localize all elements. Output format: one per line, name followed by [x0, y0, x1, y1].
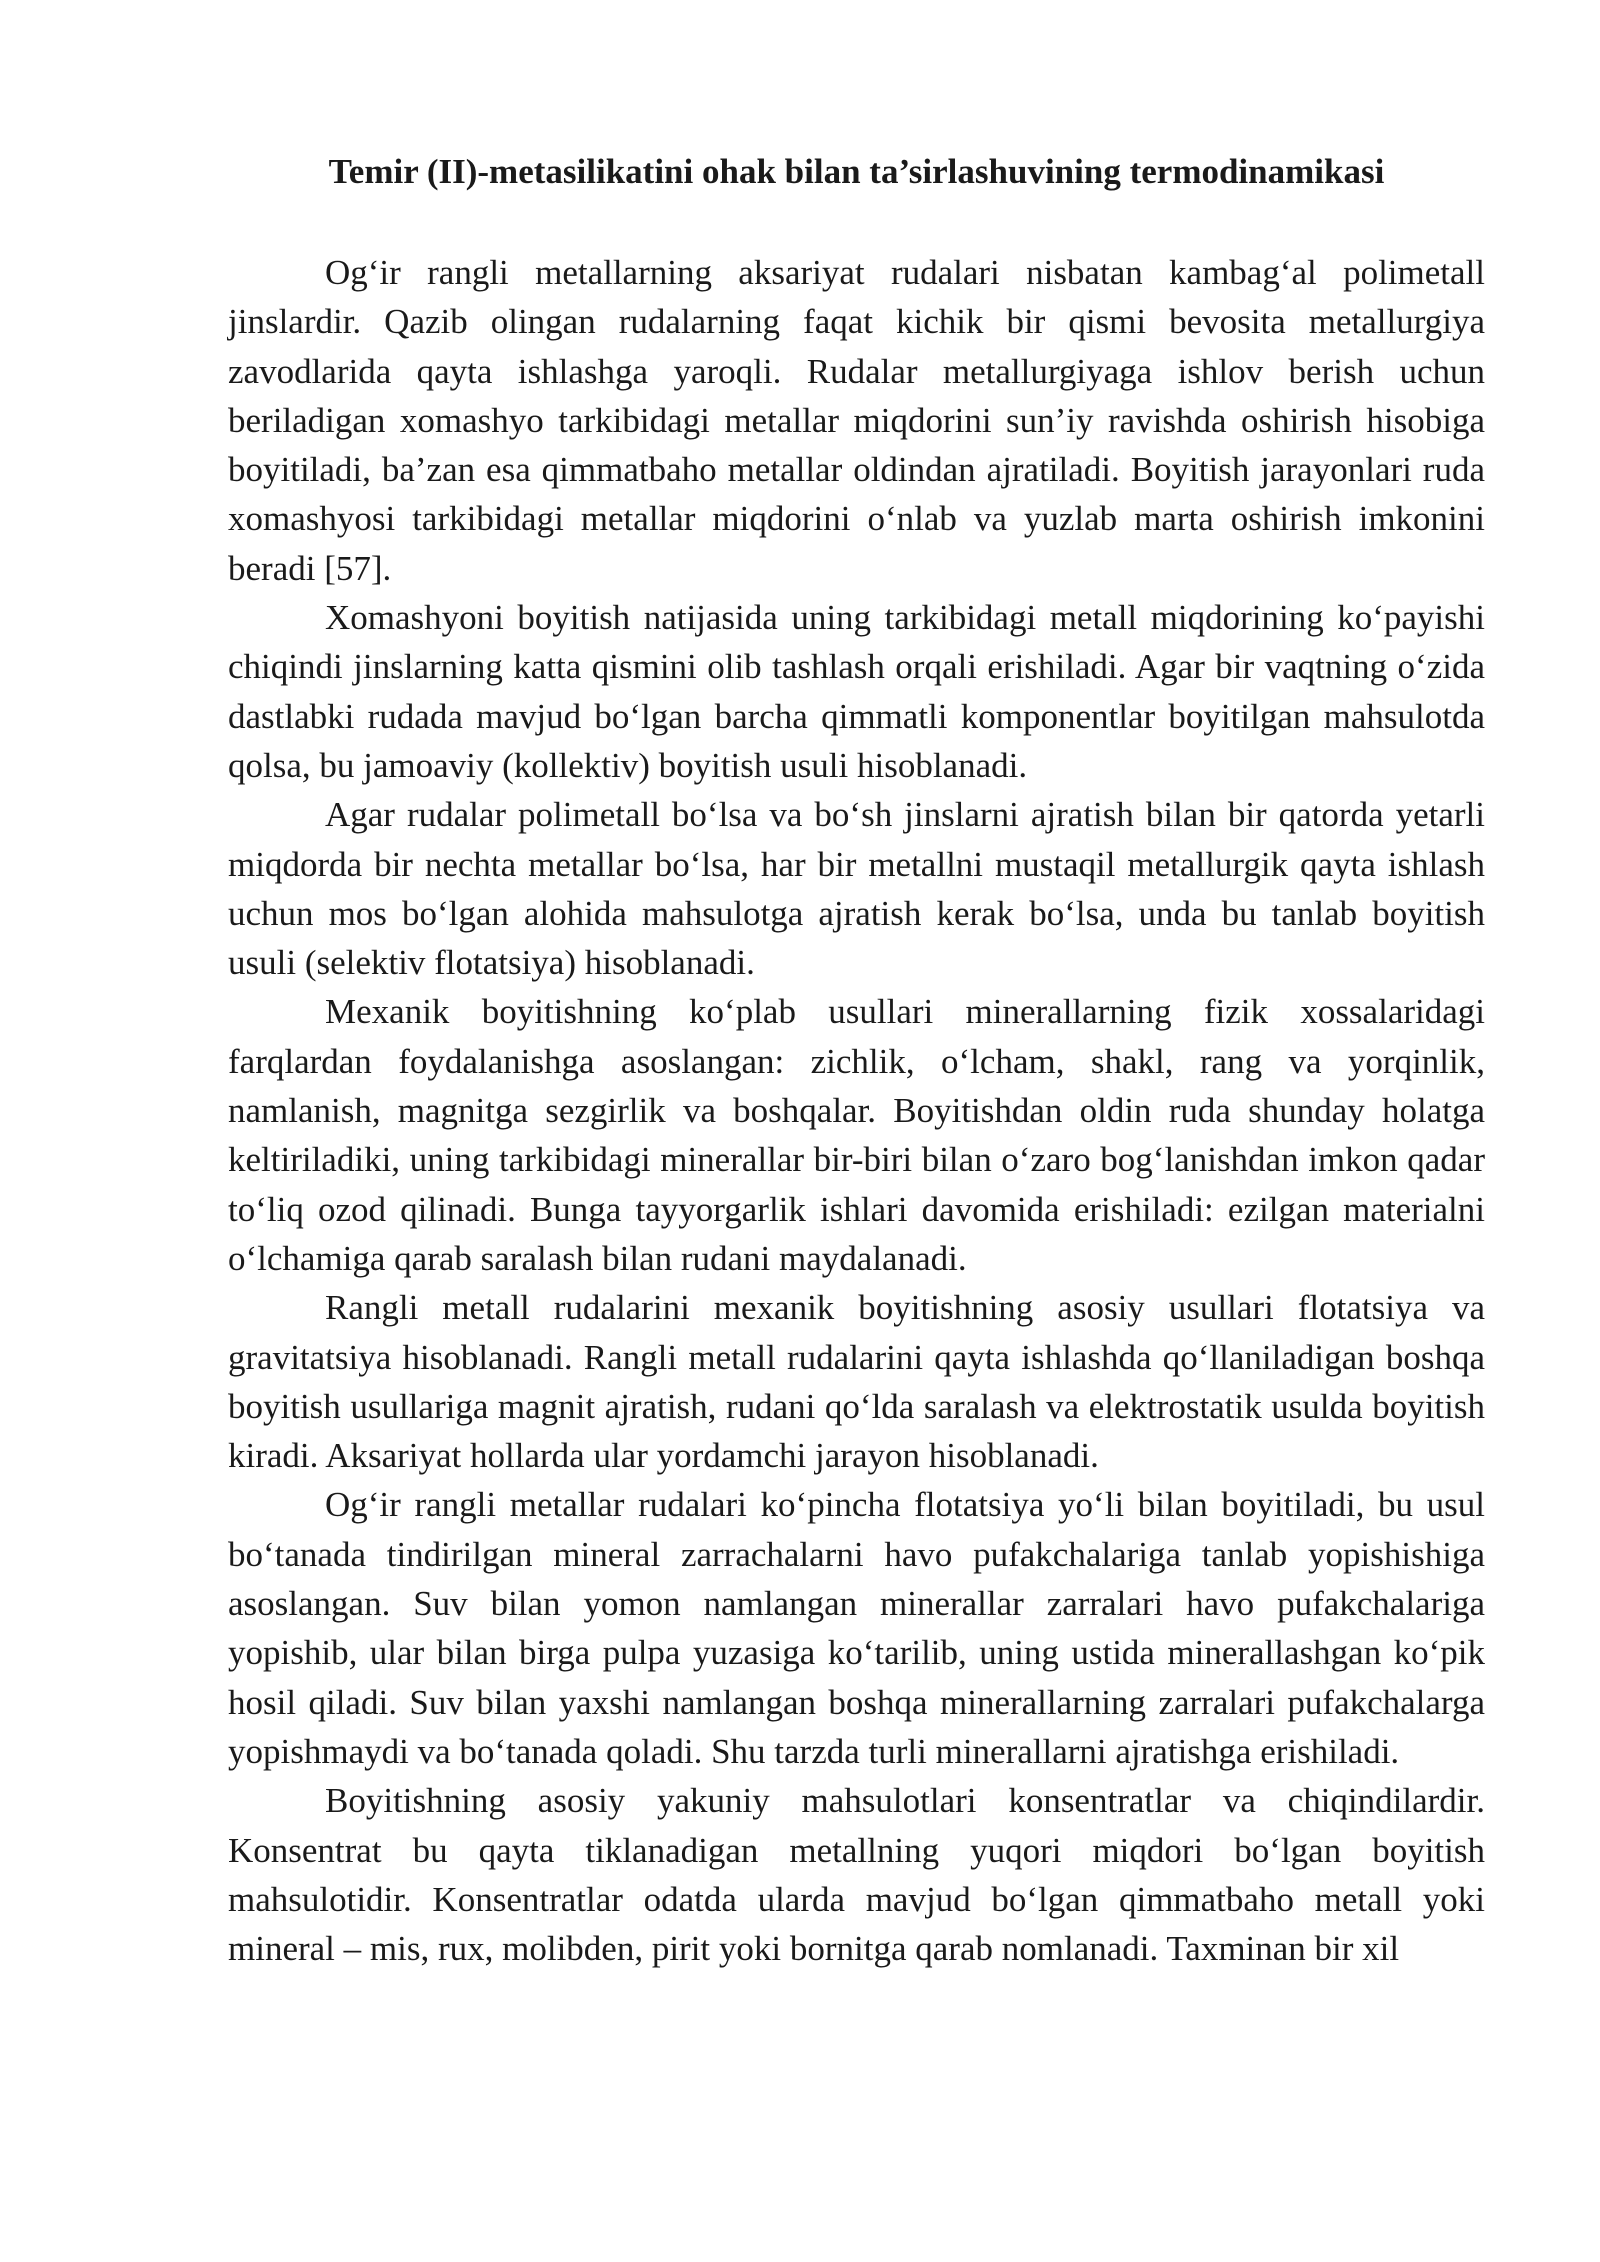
document-title: Temir (II)-metasilikatini ohak bilan ta’sirlashuvining termodinamikasi — [328, 152, 1385, 191]
paragraph: Rangli metall rudalarini mexanik boyitishning asosiy usullari flotatsiya va gravitatsiya hisoblanadi. Rangli metall rudalarini qayta ishlashda qo‘llaniladigan boshqa boyitish usullariga magnit ajratish, rudani qo‘lda saralash va elektrostatik usulda boyitish kiradi. Aksariyat hollarda ular yordamchi jarayon hisoblanadi. — [228, 1288, 1485, 1476]
paragraph: Og‘ir rangli metallarning aksariyat rudalari nisbatan kambag‘al polimetall jinslardir. Qazib olingan rudalarning faqat kichik bir qismi bevosita metallurgiya zavodlarida qayta ishlashga yaroqli. Rudalar metallurgiyaga ishlov berish uchun beriladigan xomashyo tarkibidagi metallar miqdorini sun’iy ravishda oshirish hisobiga boyitiladi, ba’zan esa qimmatbaho metallar oldindan ajratiladi. Boyitish jarayonlari ruda xomashyosi tarkibidagi metallar miqdorini o‘nlab va yuzlab marta oshirish imkonini beradi [57]. — [228, 253, 1485, 588]
paragraph: Agar rudalar polimetall bo‘lsa va bo‘sh jinslarni ajratish bilan bir qatorda yetarli miqdorda bir nechta metallar bo‘lsa, har bir metallni mustaqil metallurgik qayta ishlash uchun mos bo‘lgan alohida mahsulotga ajratish kerak bo‘lsa, unda bu tanlab boyitish usuli (selektiv flotatsiya) hisoblanadi. — [228, 795, 1485, 983]
paragraph: Og‘ir rangli metallar rudalari ko‘pincha flotatsiya yo‘li bilan boyitiladi, bu usul bo‘tanada tindirilgan mineral zarrachalarni havo pufakchalariga tanlab yopishishiga asoslangan. Suv bilan yomon namlangan minerallar zarralari havo pufakchalariga yopishib, ular bilan birga pulpa yuzasiga ko‘tarilib, uning ustida minerallashgan ko‘pik hosil qiladi. Suv bilan yaxshi namlangan boshqa minerallarning zarralari pufakchalarga yopishmaydi va bo‘tanada qoladi. Shu tarzda turli minerallarni ajratishga erishiladi. — [228, 1485, 1485, 1771]
paragraph: Xomashyoni boyitish natijasida uning tarkibidagi metall miqdorining ko‘payishi chiqindi jinslarning katta qismini olib tashlash orqali erishiladi. Agar bir vaqtning o‘zida dastlabki rudada mavjud bo‘lgan barcha qimmatli komponentlar boyitilgan mahsulotda qolsa, bu jamoaviy (kollektiv) boyitish usuli hisoblanadi. — [228, 598, 1485, 785]
paragraph: Boyitishning asosiy yakuniy mahsulotlari konsentratlar va chiqindilardir. Konsentrat bu qayta tiklanadigan metallning yuqori miqdori bo‘lgan boyitish mahsulotidir. Konsentratlar odatda ularda mavjud bo‘lgan qimmatbaho metall yoki mineral – mis, rux, molibden, pirit yoki bornitga qarab nomlanadi. Taxminan bir xil — [228, 1781, 1485, 1969]
paragraph: Mexanik boyitishning ko‘plab usullari minerallarning fizik xossalaridagi farqlardan foydalanishga asoslangan: zichlik, o‘lcham, shakl, rang va yorqinlik, namlanish, magnitga sezgirlik va boshqalar. Boyitishdan oldin ruda shunday holatga keltiriladiki, uning tarkibidagi minerallar bir-biri bilan o‘zaro bog‘lanishdan imkon qadar to‘liq ozod qilinadi. Bunga tayyorgarlik ishlari davomida erishiladi: ezilgan materialni o‘lchamiga qarab saralash bilan rudani maydalanadi. — [228, 992, 1485, 1278]
document-body — [228, 248, 1485, 1973]
